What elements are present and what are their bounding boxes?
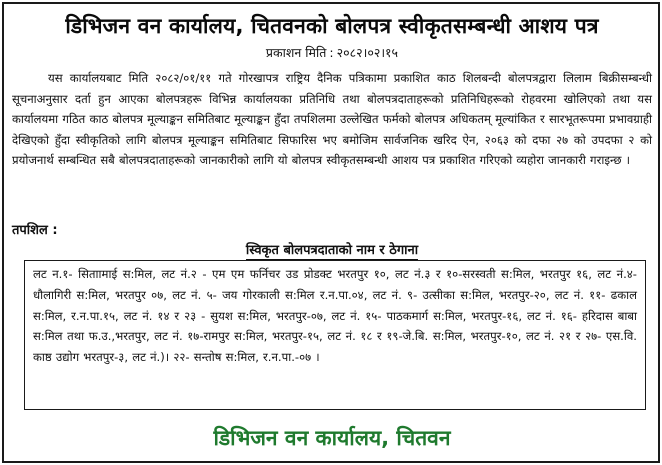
publish-date-line: प्रकाशन मिति : २०८२।०२।१५ [265,45,399,60]
tapsil-label: तपशिल : [12,223,58,238]
notice-title: डिभिजन वन कार्यालय, चितवनको बोलपत्र स्वीकृतसम्बन्धी आशय पत्र [65,14,599,38]
bidder-list-heading [10,240,654,258]
lot-details-box: लट न.१- सिताामाई स:मिल, लट नं.२ - एम एम फर्निचर उड प्रोडक्ट भरतपुर १०, लट नं.३ र १०-सरस्वती स:मिल, भरतपुर १६, लट नं.४- धौलागिरी स:मिल, भरतपुर ०७, लट नं. ५- जय गोरकाली स:मिल र.न.पा.०४, लट नं. ९- उत्सीका स:मिल, भरतपुर-२०, लट नं. ११- ढकाल स:मिल, र.न.पा.१५, लट नं. १४ र २३ - सुयश स:मिल, भरतपुर-०७, लट नं. १५- पाठकमार्ग स:मिल, भरतपुर-१६, लट नं. १६- हरिदास बाबा स:मिल तथा फ.उ.,भरतपुर, लट नं. १७-रामपुर स:मिल, भरतपुर-१५, लट नं. १८ र १९-जे.बि. स:मिल, भरतपुर-१०, लट नं. २१ र २७- एस.वि. काष्ठ उद्योग भरतपुर-३, लट नं.)। २२- सन्तोष स:मिल, र.न.पा.-०७ । [24,260,646,410]
bidder-list-heading-text: स्विकृत बोलपत्रदाताको नाम र ठेगाना [245,243,419,258]
notice-body: यस कार्यालयबाट मिति २०८२/०१/११ गते गोरखापत्र राष्ट्रिय दैनिक पत्रिकामा प्रकाशित काठ शिलबन्दी बोलपत्रद्वारा लिलाम बिक्रीसम्बन्धी सूचनाअनुसार दर्ता हुन आएका बोलपत्रहरू विभिन्न कार्यालयका प्रतिनिधि तथा बोलपत्रदाताहरूको प्रतिनिधिहरूको रोहवरमा खोलिएको तथा यस कार्यालयमा गठित काठ बोलपत्र मूल्याङ्कन समितिबाट मूल्याङ्कन हुँदा तपशिलमा उल्लेखित फर्मको बोलपत्र अधिकतम् मूल्यांकित र सारभूतरूपमा प्रभावग्राही देखिएको हुँदा स्वीकृतिको लागि बोलपत्र मूल्याङ्कन समितिबाट सिफारिस भए बमोजिम सार्वजनिक खरिद ऐन, २०६३ को दफा २७ को उपदफा २ को प्रयोजनार्थ सम्बन्धित सबै बोलपत्रदाताहरूको जानकारीको लागि यो बोलपत्र स्वीकृतसम्बन्धी आशय पत्र प्रकाशित गरिएको व्यहोरा जानकारी गराइन्छ । [12,71,652,168]
office-signature: डिभिजन वन कार्यालय, चितवन [213,426,451,450]
notice-frame [2,2,660,463]
publish-date-label: प्रकाशन मिति [265,45,327,60]
publish-date-value: २०८२।०२।१५ [336,45,399,60]
